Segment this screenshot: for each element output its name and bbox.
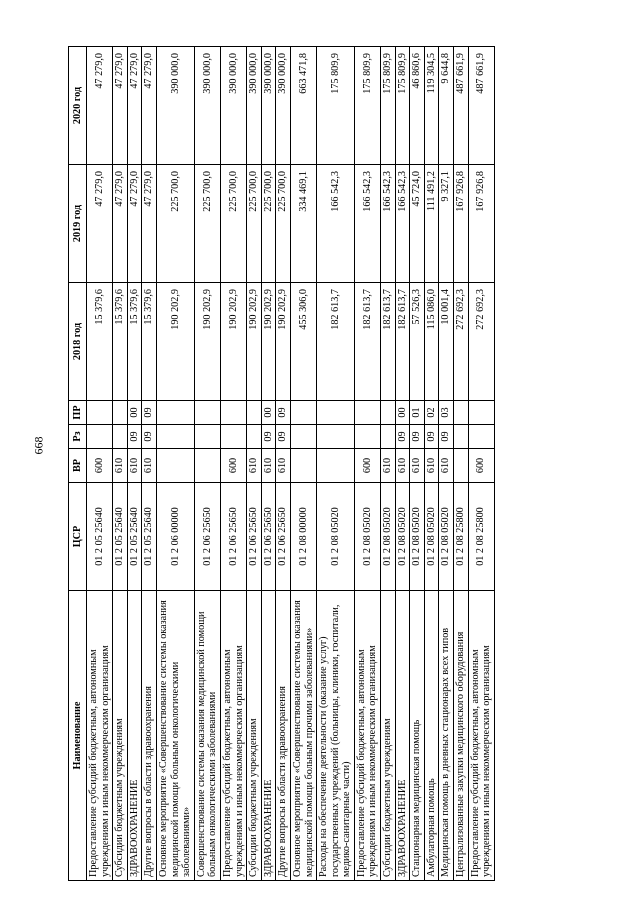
row-rz: 09 [410,425,425,449]
row-vr: 600 [354,449,380,483]
row-csr: 01 2 08 25800 [468,483,494,591]
row-vr [194,449,220,483]
row-rz: 09 [142,425,157,449]
row-name: Предоставление субсидий бюджетным, автономным учреждениям и иным некоммерческим организациям [354,591,380,881]
row-vr: 610 [381,449,396,483]
row-pr [454,401,469,425]
row-2019: 166 542,3 [354,165,380,283]
row-pr: 01 [410,401,425,425]
page-number: 668 [31,436,46,455]
table-row [317,47,355,881]
header-name: Наименование [69,591,87,881]
row-2019: 9 327,1 [439,165,454,283]
row-csr: 01 2 06 25650 [276,483,291,591]
table-row [194,47,220,881]
row-vr: 610 [395,449,410,483]
row-rz [290,425,316,449]
row-name: Основное мероприятие «Совершенствование системы оказания медицинской помощи больным прочими заболеваниями» [290,591,316,881]
row-2020: 175 809,9 [381,47,396,165]
row-2019: 47 279,0 [142,165,157,283]
row-2019: 225 700,0 [261,165,276,283]
row-name: Предоставление субсидий бюджетным, автономным учреждениям и иным некоммерческим организациям [468,591,494,881]
table-row [424,47,439,881]
row-2018: 15 379,6 [142,283,157,401]
row-vr [156,449,194,483]
row-csr: 01 2 06 00000 [156,483,194,591]
row-2020: 47 279,0 [113,47,128,165]
row-vr [290,449,316,483]
row-csr: 01 2 08 05020 [410,483,425,591]
row-2019: 225 700,0 [194,165,220,283]
row-csr: 01 2 08 05020 [424,483,439,591]
row-2018: 15 379,6 [113,283,128,401]
row-csr: 01 2 06 25650 [261,483,276,591]
header-2019: 2019 год [69,165,87,283]
row-pr: 09 [276,401,291,425]
row-vr [317,449,355,483]
row-rz: 09 [439,425,454,449]
row-2020: 119 304,5 [424,47,439,165]
row-2019: 167 926,8 [468,165,494,283]
row-2019: 47 279,0 [127,165,142,283]
row-2020: 390 000,0 [276,47,291,165]
row-2020: 47 279,0 [142,47,157,165]
header-2018: 2018 год [69,283,87,401]
row-pr [194,401,220,425]
row-pr [247,401,262,425]
row-2020: 46 860,6 [410,47,425,165]
row-csr: 01 2 08 05020 [395,483,410,591]
row-rz [454,425,469,449]
row-pr [381,401,396,425]
row-2019: 111 491,2 [424,165,439,283]
row-name: Другие вопросы в области здравоохранения [276,591,291,881]
table-row [468,47,494,881]
row-pr [156,401,194,425]
row-2020: 390 000,0 [247,47,262,165]
row-vr: 610 [247,449,262,483]
row-name: Медицинская помощь в дневных стационарах всех типов [439,591,454,881]
row-rz [247,425,262,449]
row-csr: 01 2 06 25650 [220,483,246,591]
table-header-row [69,47,87,881]
row-rz: 09 [127,425,142,449]
row-2018: 190 202,9 [261,283,276,401]
row-2018: 182 613,7 [381,283,396,401]
row-rz [113,425,128,449]
table-row [439,47,454,881]
row-2020: 390 000,0 [261,47,276,165]
row-pr [468,401,494,425]
row-vr: 600 [87,449,113,483]
row-csr: 01 2 05 25640 [87,483,113,591]
row-2020: 390 000,0 [194,47,220,165]
row-2019: 166 542,3 [381,165,396,283]
row-2019: 225 700,0 [247,165,262,283]
row-name: Амбулаторная помощь [424,591,439,881]
table-row [247,47,262,881]
table-row [276,47,291,881]
row-csr: 01 2 05 25640 [127,483,142,591]
row-csr: 01 2 05 25640 [142,483,157,591]
row-rz [468,425,494,449]
row-2018: 57 526,3 [410,283,425,401]
row-2019: 334 469,1 [290,165,316,283]
row-name: Стационарная медицинская помощь [410,591,425,881]
row-rz [381,425,396,449]
row-2018: 190 202,9 [276,283,291,401]
row-csr: 01 2 06 25650 [247,483,262,591]
header-csr: ЦСР [69,483,87,591]
row-name: Предоставление субсидий бюджетным, автономным учреждениям и иным некоммерческим организациям [87,591,113,881]
row-name: Другие вопросы в области здравоохранения [142,591,157,881]
row-2018: 15 379,6 [87,283,113,401]
row-2019: 47 279,0 [113,165,128,283]
row-csr: 01 2 08 00000 [290,483,316,591]
row-2018: 182 613,7 [317,283,355,401]
table-row [220,47,246,881]
row-2019: 225 700,0 [220,165,246,283]
table-row [410,47,425,881]
header-2020: 2020 год [69,47,87,165]
row-2019: 166 542,3 [395,165,410,283]
row-csr: 01 2 06 25650 [194,483,220,591]
row-2019: 167 926,8 [454,165,469,283]
row-vr: 600 [220,449,246,483]
row-name: Расходы на обеспечение деятельности (оказание услуг) государственных учреждений (больницы, клиники, госпитали, медико-санитарные части) [317,591,355,881]
row-2020: 175 809,9 [317,47,355,165]
row-rz: 09 [276,425,291,449]
table-row [142,47,157,881]
row-2020: 175 809,9 [395,47,410,165]
row-vr [454,449,469,483]
row-name: ЗДРАВООХРАНЕНИЕ [261,591,276,881]
budget-table [68,46,495,881]
rotated-budget-table-wrapper [68,47,576,881]
row-pr: 02 [424,401,439,425]
row-name: Централизованные закупки медицинского оборудования [454,591,469,881]
table-row [127,47,142,881]
row-2018: 15 379,6 [127,283,142,401]
row-vr: 610 [261,449,276,483]
row-2020: 390 000,0 [220,47,246,165]
table-row [354,47,380,881]
row-pr [317,401,355,425]
table-body [87,47,495,881]
row-name: ЗДРАВООХРАНЕНИЕ [127,591,142,881]
row-pr: 00 [261,401,276,425]
table-row [156,47,194,881]
table-row [290,47,316,881]
row-2020: 663 471,8 [290,47,316,165]
row-2018: 115 086,0 [424,283,439,401]
row-pr [354,401,380,425]
row-2019: 47 279,0 [87,165,113,283]
row-rz: 09 [395,425,410,449]
row-rz [194,425,220,449]
row-vr: 610 [410,449,425,483]
row-rz: 09 [261,425,276,449]
row-name: Субсидии бюджетным учреждениям [381,591,396,881]
header-vr: ВР [69,449,87,483]
row-2018: 190 202,9 [156,283,194,401]
row-2018: 182 613,7 [395,283,410,401]
row-2018: 190 202,9 [194,283,220,401]
row-2018: 190 202,9 [220,283,246,401]
row-pr: 00 [395,401,410,425]
row-csr: 01 2 08 05020 [439,483,454,591]
table-row [113,47,128,881]
row-pr [87,401,113,425]
row-2018: 455 306,0 [290,283,316,401]
row-name: Совершенствование системы оказания медицинской помощи больным онкологическими заболеваниями [194,591,220,881]
row-csr: 01 2 08 05020 [381,483,396,591]
table-row [87,47,113,881]
table-row [395,47,410,881]
row-vr: 610 [113,449,128,483]
row-pr: 03 [439,401,454,425]
row-vr: 610 [439,449,454,483]
row-csr: 01 2 08 25800 [454,483,469,591]
table-row [261,47,276,881]
row-name: Субсидии бюджетным учреждениям [113,591,128,881]
row-2019: 225 700,0 [276,165,291,283]
row-2019: 166 542,3 [317,165,355,283]
row-rz [156,425,194,449]
row-2020: 47 279,0 [87,47,113,165]
row-rz [317,425,355,449]
row-pr [220,401,246,425]
row-rz: 09 [424,425,439,449]
row-2020: 175 809,9 [354,47,380,165]
row-name: Предоставление субсидий бюджетным, автономным учреждениям и иным некоммерческим организациям [220,591,246,881]
row-csr: 01 2 08 05020 [354,483,380,591]
row-name: ЗДРАВООХРАНЕНИЕ [395,591,410,881]
header-pr: ПР [69,401,87,425]
header-rz: Рз [69,425,87,449]
row-pr [113,401,128,425]
row-pr: 00 [127,401,142,425]
row-vr: 600 [468,449,494,483]
row-2020: 390 000,0 [156,47,194,165]
row-pr [290,401,316,425]
row-2019: 225 700,0 [156,165,194,283]
row-2020: 47 279,0 [127,47,142,165]
row-2018: 272 692,3 [454,283,469,401]
row-2020: 487 661,9 [454,47,469,165]
table-row [381,47,396,881]
row-vr: 610 [424,449,439,483]
table-row [454,47,469,881]
row-rz [354,425,380,449]
row-csr: 01 2 05 25640 [113,483,128,591]
row-pr: 09 [142,401,157,425]
row-2020: 9 644,8 [439,47,454,165]
row-2018: 190 202,9 [247,283,262,401]
row-2020: 487 661,9 [468,47,494,165]
row-vr: 610 [127,449,142,483]
row-name: Основное мероприятие «Совершенствование системы оказания медицинской помощи больным онкологическими заболеваниями» [156,591,194,881]
row-2018: 182 613,7 [354,283,380,401]
row-2018: 10 001,4 [439,283,454,401]
row-rz [220,425,246,449]
row-2019: 45 724,0 [410,165,425,283]
row-rz [87,425,113,449]
row-2018: 272 692,3 [468,283,494,401]
row-csr: 01 2 08 05020 [317,483,355,591]
row-vr: 610 [276,449,291,483]
row-vr: 610 [142,449,157,483]
row-name: Субсидии бюджетным учреждениям [247,591,262,881]
